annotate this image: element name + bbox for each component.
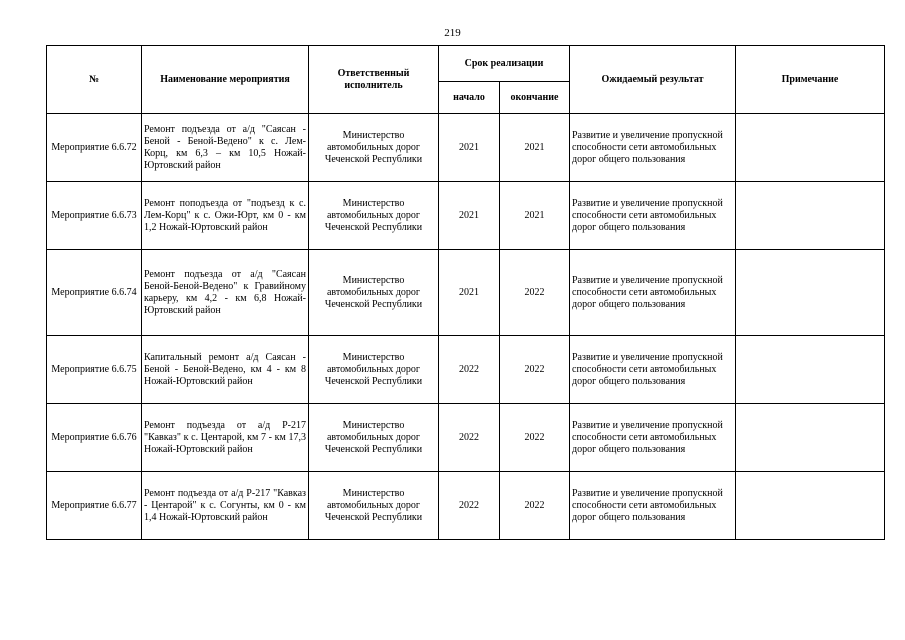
cell-responsible: Министерство автомобильных дорог Чеченской Республики — [309, 114, 439, 182]
measures-table — [46, 45, 885, 540]
cell-result: Развитие и увеличение пропускной способности сети автомобильных дорог общего пользования — [570, 336, 736, 404]
cell-note — [736, 250, 885, 336]
cell-responsible: Министерство автомобильных дорог Чеченской Республики — [309, 472, 439, 540]
page-number: 219 — [444, 27, 461, 39]
table-row — [47, 250, 885, 336]
cell-start: 2022 — [439, 336, 500, 404]
header-responsible: Ответственный исполнитель — [309, 46, 439, 114]
cell-end: 2022 — [500, 336, 570, 404]
cell-num: Мероприятие 6.6.76 — [47, 404, 142, 472]
cell-responsible: Министерство автомобильных дорог Чеченской Республики — [309, 250, 439, 336]
cell-start: 2021 — [439, 114, 500, 182]
header-note: Примечание — [736, 46, 885, 114]
cell-name: Капитальный ремонт а/д Саясан - Беной - Беной-Ведено, км 4 - км 8 Ножай-Юртовский район — [142, 336, 309, 404]
cell-end: 2022 — [500, 404, 570, 472]
cell-responsible: Министерство автомобильных дорог Чеченской Республики — [309, 404, 439, 472]
cell-name: Ремонт подъезда от а/д "Саясан Беной-Беной-Ведено" к Гравийному карьеру, км 4,2 - км 6,8 Ножай-Юртовский район — [142, 250, 309, 336]
header-row-1 — [47, 46, 885, 82]
cell-num: Мероприятие 6.6.77 — [47, 472, 142, 540]
cell-note — [736, 472, 885, 540]
cell-note — [736, 336, 885, 404]
cell-name: Ремонт подъезда от а/д Р-217 "Кавказ" к с. Центарой, км 7 - км 17,3 Ножай-Юртовский район — [142, 404, 309, 472]
cell-name: Ремонт подъезда от а/д "Саясан - Беной - Беной-Ведено" к с. Лем-Корц, км 6,3 – км 10,5 Ножай-Юртовский район — [142, 114, 309, 182]
cell-note — [736, 182, 885, 250]
header-result: Ожидаемый результат — [570, 46, 736, 114]
cell-start: 2021 — [439, 182, 500, 250]
cell-end: 2021 — [500, 182, 570, 250]
cell-note — [736, 404, 885, 472]
header-period: Срок реализации — [439, 46, 570, 82]
table-row — [47, 336, 885, 404]
cell-name: Ремонт подъезда от а/д Р-217 "Кавказ - Центарой" к с. Согунты, км 0 - км 1,4 Ножай-Юртовский район — [142, 472, 309, 540]
header-name: Наименование мероприятия — [142, 46, 309, 114]
table-row — [47, 404, 885, 472]
header-end: окончание — [500, 82, 570, 114]
cell-num: Мероприятие 6.6.73 — [47, 182, 142, 250]
cell-result: Развитие и увеличение пропускной способности сети автомобильных дорог общего пользования — [570, 114, 736, 182]
cell-name: Ремонт поподъезда от "подъезд к с. Лем-Корц" к с. Ожи-Юрт, км 0 - км 1,2 Ножай-Юртовский район — [142, 182, 309, 250]
cell-start: 2022 — [439, 404, 500, 472]
cell-num: Мероприятие 6.6.74 — [47, 250, 142, 336]
table-row — [47, 114, 885, 182]
cell-num: Мероприятие 6.6.72 — [47, 114, 142, 182]
cell-result: Развитие и увеличение пропускной способности сети автомобильных дорог общего пользования — [570, 404, 736, 472]
cell-end: 2022 — [500, 250, 570, 336]
cell-start: 2022 — [439, 472, 500, 540]
header-num: № — [47, 46, 142, 114]
table-row — [47, 472, 885, 540]
cell-result: Развитие и увеличение пропускной способности сети автомобильных дорог общего пользования — [570, 182, 736, 250]
cell-start: 2021 — [439, 250, 500, 336]
header-start: начало — [439, 82, 500, 114]
cell-end: 2021 — [500, 114, 570, 182]
cell-result: Развитие и увеличение пропускной способности сети автомобильных дорог общего пользования — [570, 250, 736, 336]
cell-note — [736, 114, 885, 182]
cell-responsible: Министерство автомобильных дорог Чеченской Республики — [309, 182, 439, 250]
cell-num: Мероприятие 6.6.75 — [47, 336, 142, 404]
cell-result: Развитие и увеличение пропускной способности сети автомобильных дорог общего пользования — [570, 472, 736, 540]
cell-end: 2022 — [500, 472, 570, 540]
cell-responsible: Министерство автомобильных дорог Чеченской Республики — [309, 336, 439, 404]
table-row — [47, 182, 885, 250]
